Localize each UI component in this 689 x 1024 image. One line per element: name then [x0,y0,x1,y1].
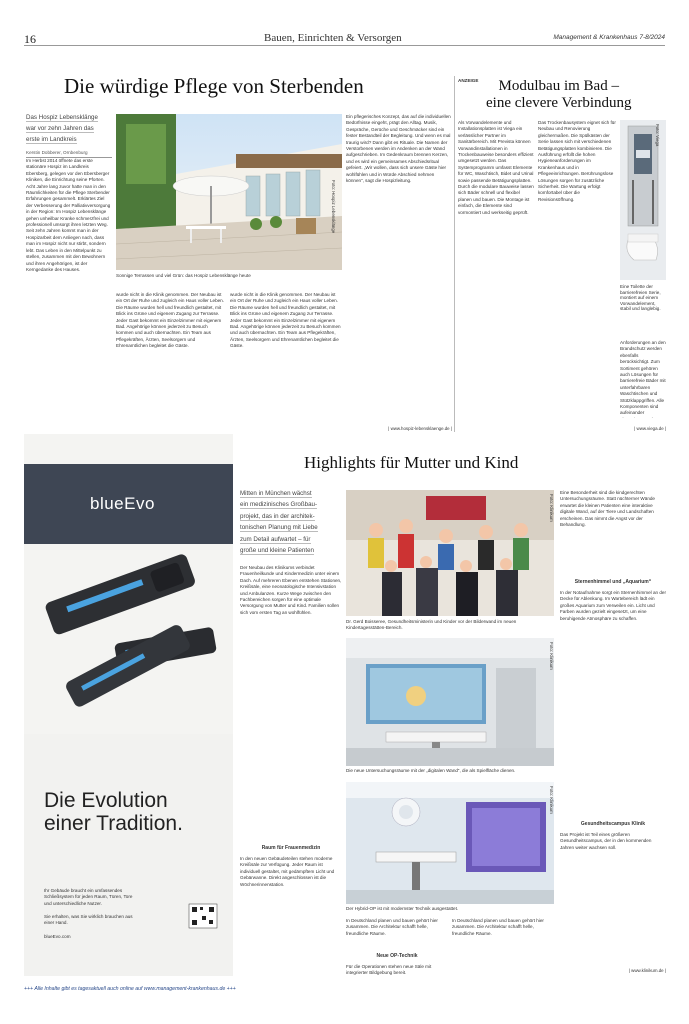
klinik-col3c: Das Projekt ist Teil eines größeren Gesundheitscampus, der in den kommenden Jahren weiter wachsen soll. [560,832,652,850]
klinik-subhead2: Neue OP-Technik [376,953,418,959]
hospiz-col2: wurde nicht in die Klinik genommen. Der Neubau ist ein Ort der Ruhe und zugleich ein Haus voller Leben. Die Räume wurden hell und freundlich gestaltet, mit Blick ins Grüne und eigenem Zugang zur Terrasse. Jeder Gast bekommt ein Einzelzimmer mit eigenem Bad. Angehörige können jederzeit zu Besuch kommen und auch übernachten. Ein Team aus Pflegekräften, Ärzten, Seelsorgern und Ehrenamtlichen begleitet die Gäste. [116,292,225,349]
hospiz-photo-caption: Sonnige Terrassen und viel Grün: das Hospiz Lebensklänge heute [116,273,251,278]
ad-body: Ihr Gebäude braucht ein umfassendes Schließsystem für jeden Raum, Türen, Tore und unterschiedliche Nutzer. [44,888,133,906]
klinik-col1b: In den neuen Gebäudeteilen stehen moderne Kreißsäle zur Verfügung. Jeder Raum ist individuell gestaltet, mit gedämpftem Licht und Gebärwanne. Direkt angeschlossen ist die Wöchnerinnenstation. [240,856,335,887]
modulbau-image-caption: Eine Toilette der barrierefreien Serie, montiert auf einem Vorwandelement, stabil und langlebig. [620,284,661,312]
modulbau-col3: Anforderungen an den Brandschutz werden ebenfalls berücksichtigt. Zum Sortiment gehören auch Lösungen für barrierefreie Bäder mit unterfahrbaren Waschtischen und Stützklappgriffen. Alle Komponenten sind aufeinander [620,340,666,416]
modulbau-source: | www.viega.de | [634,426,666,431]
klinik-photo1-caption: Dr. Gerd Boisseree, Gesundheitsministerin und Kinder vor der Bilderwand im neuen Kindertagesstätten-Bereich. [346,619,517,630]
lead-line: projekt, das in der architek- [240,512,315,520]
modulbau-col1: Als Vorwandelemente und Installationsplatten ist Viega ein verlässlicher Partner im Sanitärbereich. Mit Prevista können Vorwandinstallationen in Trockenbauweise besonders effizient umgesetzt werden. Das Systemprogramm umfasst Elemente für WC, Waschtisch, Bidet und Urinal sowie passende Betätigungsplatten. Durch die modulare Bauweise lassen sich Bäder schnell und flexibel planen und bauen. Die Montage ist einfach, die Elemente sind vormontiert und werkseitig geprüft. [458,120,534,215]
klinik-photo-group [346,490,554,616]
modulbau-headline-line2: eine clevere Verbindung [486,95,632,111]
modulbau-headline-line1: Modulbau im Bad – [498,78,619,94]
klinik-col2c: Für die Operationen stehen neue Säle mit integrierter Bildgebung bereit. [346,964,432,976]
ad-headline-line2: einer Tradition. [44,812,183,835]
hospiz-source: | www.hospiz-lebensklaenge.de | [388,426,452,431]
klinik-subhead3: Sternenhimmel und „Aquarium“ [574,579,652,585]
group-photo-image [346,490,554,616]
section-title: Bauen, Einrichten & Versorgen [264,32,402,44]
klinik-col3: Eine Besonderheit sind die kindgerechten Untersuchungsräume. Statt nüchterner Wände erwartet die kleinen Patienten eine interaktive digitale Wand, auf der Tiere und Landschaften erscheinen. Das nimmt die Angst vor der Behandlung. [560,490,655,528]
hospiz-terrace-image [116,114,342,270]
klinik-photo3-credit: Foto: Klinikum [549,786,554,814]
klinik-subhead1: Raum für Frauenmedizin [261,845,321,851]
modulbau-image-credit: Foto: Viega [655,124,660,147]
hospiz-col3: Ein pflegerisches Konzept, das auf die individuellen Bedürfnisse eingeht, prägt den Alltag. Musik, Gespräche, Gerüche und Geschmäcker sind ein fester Bestandteil der Begleitung. Und wenn es mal traurig wird? Dann gibt es Rituale. Die Namen der Verstorbenen werden im Andenken an der Wand aufgeschrieben. Im Gedenkraum brennen Kerzen, und es wird ein gemeinsames Abschiedsritual gefeiert. „Wir wollen, dass sich unsere Gäste hier wohlfühlen und in Würde Abschied nehmen können“, sagt die Hospizleitung. [346,114,451,184]
hospiz-photo-credit: Foto: Hospiz Lebensklänge [331,180,336,234]
klinik-col2b: In Deutschland planen und bauen gehört hier zusammen. Die Architektur schafft helle, freundliche Räume. [346,918,438,936]
modulbau-headline [486,78,632,112]
klinik-photo2-caption: Die neue Untersuchungsräume mit der „digitalen Wand“, die als Spielfläche dienen. [346,768,516,773]
ad-body2: Sie erhalten, was Sie wirklich brauchen aus einer Hand. [44,914,133,926]
klinik-headline: Highlights für Mutter und Kind [304,453,519,472]
lead-line: war vor zehn Jahren das [26,125,94,132]
hospiz-lead [26,112,112,145]
hospiz-col2b: wurde nicht in die Klinik genommen. Der Neubau ist ein Ort der Ruhe und zugleich ein Haus voller Leben. Die Räume wurden hell und freundlich gestaltet, mit Blick ins Grüne und eigenem Zugang zur Terrasse. Jeder Gast bekommt ein Einzelzimmer mit eigenem Bad. Angehörige können jederzeit zu Besuch kommen und auch übernachten. Ein Team aus Pflegekräften, Ärzten, Seelsorgern und Ehrenamtlichen begleitet die Gäste. [230,292,341,349]
hospiz-byline: Kerstin Dobberer, Ornbenburg [26,150,112,158]
modulbau-col2: Das Trockenbausystem eignet sich für Neubau und Renovierung gleichermaßen. Die Spülkästen der Serie lassen sich mit verschiedenen Betätigungsplatten kombinieren. Die Ausführung erfüllt die hohen Hygieneanforderungen im Krankenhaus und in Pflegeeinrichtungen. Berührungslose Lösungen sorgen für zusätzliche Sicherheit. Die Wartung erfolgt komfortabel über die Revisionsöffnung. [538,120,616,202]
page-number: 16 [24,32,36,46]
lead-line: zum Detail aufwartet – für [240,535,311,543]
ad-headline [44,789,183,835]
klinik-photo3-caption: Der Hybrid-OP ist mit modernster Technik ausgestattet. [346,906,459,911]
modulbau-kicker: ANZEIGE [458,78,479,83]
examination-room-image [346,638,554,766]
lead-line: große und kleine Patienten [240,547,314,555]
klinik-subhead4: Gesundheitscampus Klinik [580,821,646,827]
klinik-lead [240,488,340,556]
ad-brand-logo: blueEvo [90,494,155,513]
lead-line: erste im Landkreis [26,136,77,143]
klinik-col3b: In der Notaufnahme sorgt ein Sternenhimmel an der Decke für Ablenkung. Im Wartebereich lädt ein großes Aquarium zum Verweilen ein. Licht und Farben wurden gezielt eingesetzt, um eine beruhigende Atmosphäre zu schaffen. [560,590,666,621]
ad-url[interactable]: blueEvo.com [44,934,71,939]
klinik-col1: Der Neubau des Klinikums verbindet Frauenheilkunde und Kindermedizin unter einem Dach. Auf mehreren Ebenen entstehen Stationen, Kreißsäle, eine neonatologische Intensivstation und Ambulanzen. Kurze Wege zwischen den Fachbereichen sorgen für eine optimale Versorgung von Mutter und Kind. Familien sollen sich vom ersten Tag an wohlfühlen. [240,565,342,615]
column-divider [454,76,455,432]
klinik-photo2-credit: Foto: Klinikum [549,642,554,670]
blueevo-advertisement[interactable] [24,434,233,976]
klinik-col2d: In Deutschland planen und bauen gehört hier zusammen. Die Architektur schafft helle, freundliche Räume. [452,918,544,936]
hospiz-headline: Die würdige Pflege von Sterbenden [64,74,364,98]
operating-room-image [346,782,554,904]
publication-info: Management & Krankenhaus 7-8/2024 [553,34,665,41]
hospiz-col1: Im Herbst 2014 öffnete das erste stationäre Hospiz im Landkreis Ebersberg, gelegen vor den Ebersberger Kliniken, die Einrichtung seine Pforten. Acht Jahre lang zuvor hatte man in den Räumlichkeiten für die Pflege Sterbender Erfahrungen gesammelt. Erklärtes Ziel der Verbesserung der Palliativversorgung in der Region: Im Hospiz Lebensklänge gehen unheilbar Kranke schmerzfrei und professionell umsorgt ihren letzten Weg. Seit zehn Jahren kommt man in der Hospizarbeit dem Anliegen nach, dass man im Hospiz nicht nur stirbt, sondern lebt. Das Leben in den Mittelpunkt zu stellen, zusammen mit den Bewohnern und ihren Angehörigen, ist der Kerngedanke des Hauses. [26,158,111,272]
lead-line: tonischen Planung mit Liebe [240,524,318,532]
lead-line: Mitten in München wächst [240,490,312,497]
klinik-photo-room [346,638,554,766]
lead-line: ein medizinisches Großbau- [240,501,318,509]
footer-online-note[interactable]: +++ Alle Inhalte gibt es tagesaktuell auch online auf www.management-krankenhaus.de +++ [24,986,236,992]
ad-headline-line1: Die Evolution [44,789,168,812]
lead-line: Das Hospiz Lebensklänge [26,114,98,121]
klinik-photo1-credit: Foto: Klinikum [549,494,554,522]
klinik-source: | www.klinikum.de | [628,968,666,973]
hospiz-photo [116,114,342,270]
page-header [24,32,665,46]
klinik-photo-or [346,782,554,904]
